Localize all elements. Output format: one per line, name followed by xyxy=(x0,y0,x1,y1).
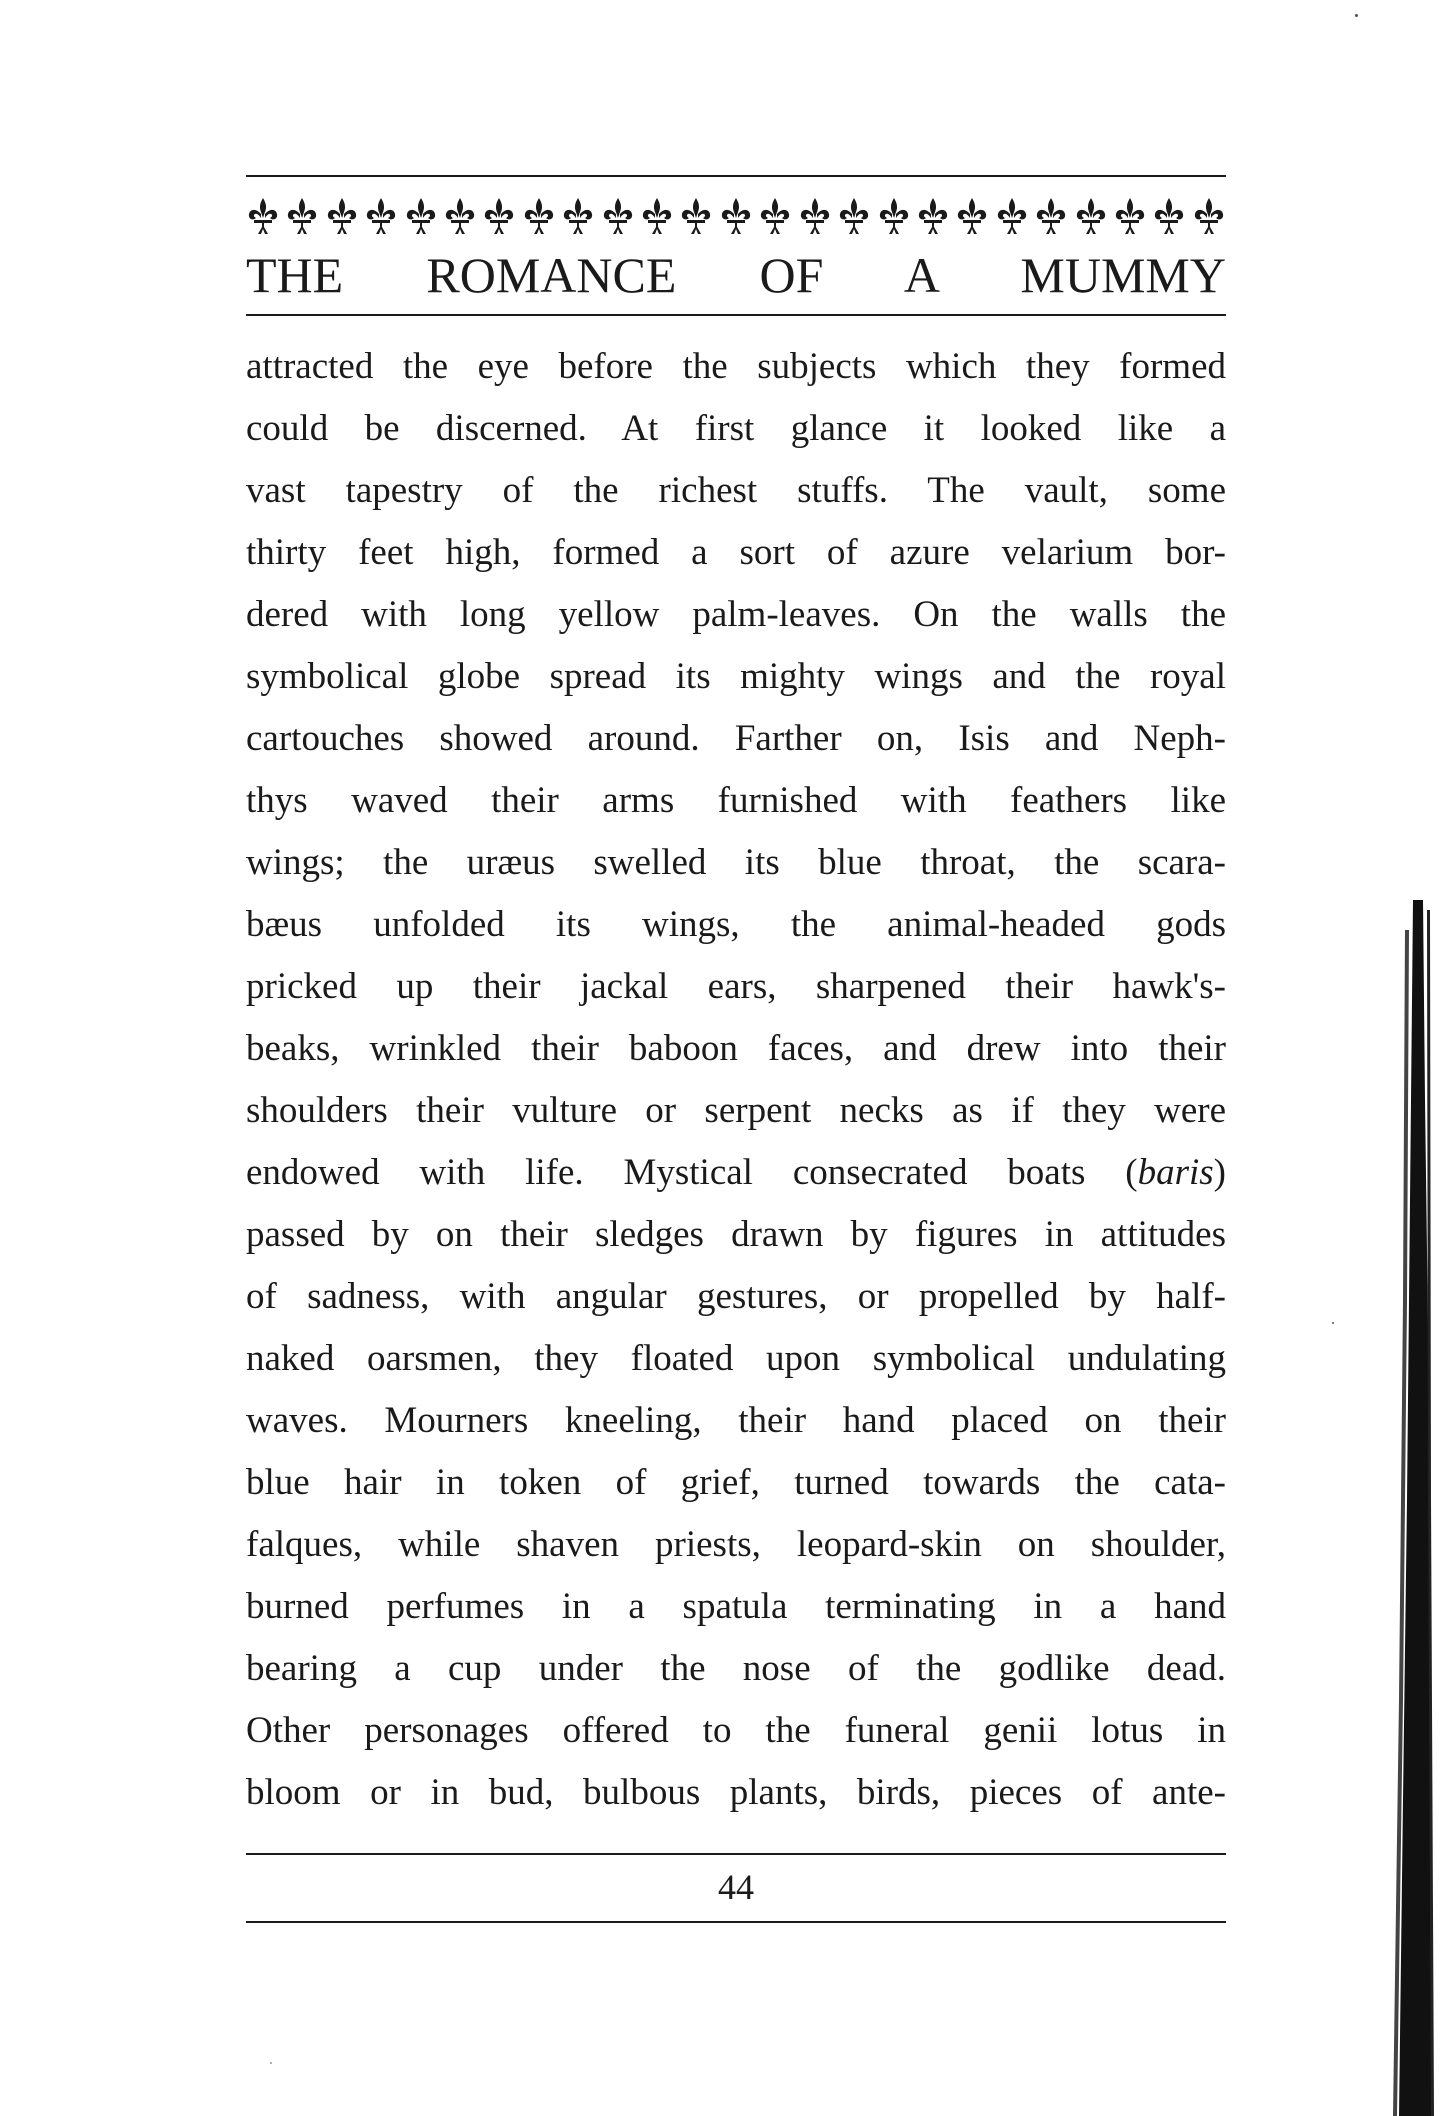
text-line: could be discerned. At first glance it looked like a xyxy=(246,408,1226,449)
fleur-de-lis-icon xyxy=(1192,196,1226,236)
fleur-de-lis-icon xyxy=(404,196,438,236)
italic-word: baris xyxy=(1137,1152,1214,1193)
fleur-de-lis-icon xyxy=(482,196,516,236)
fleur-de-lis-icon xyxy=(955,196,989,236)
page-edge-shadow xyxy=(1385,900,1435,2116)
text-line: thirty feet high, formed a sort of azure velarium bor- xyxy=(246,532,1226,573)
fleur-de-lis-ornament-band xyxy=(246,192,1226,240)
running-head: THE ROMANCE OF A MUMMY xyxy=(246,247,1226,303)
paper-speck xyxy=(270,2062,272,2064)
fleur-de-lis-icon xyxy=(561,196,595,236)
page-number: 44 xyxy=(718,1867,754,1907)
text-run: ) xyxy=(1213,1152,1226,1193)
fleur-de-lis-icon xyxy=(364,196,398,236)
text-line: Other personages offered to the funeral genii lotus in xyxy=(246,1710,1226,1751)
fleur-de-lis-icon xyxy=(522,196,556,236)
fleur-de-lis-icon xyxy=(601,196,635,236)
fleur-de-lis-icon xyxy=(285,196,319,236)
paper-speck xyxy=(1355,14,1358,17)
text-line: of sadness, with angular gestures, or propelled by half- xyxy=(246,1276,1226,1317)
text-line: shoulders their vulture or serpent necks as if they were xyxy=(246,1090,1226,1131)
text-line: vast tapestry of the richest stuffs. The vault, some xyxy=(246,470,1226,511)
text-line: wings; the uræus swelled its blue throat, the scara- xyxy=(246,842,1226,883)
text-line: pricked up their jackal ears, sharpened their hawk's- xyxy=(246,966,1226,1007)
text-line: bearing a cup under the nose of the godlike dead. xyxy=(246,1648,1226,1689)
fleur-de-lis-icon xyxy=(995,196,1029,236)
text-line: waves. Mourners kneeling, their hand placed on their xyxy=(246,1400,1226,1441)
text-line: passed by on their sledges drawn by figures in attitudes xyxy=(246,1214,1226,1255)
fleur-de-lis-icon xyxy=(443,196,477,236)
text-line: beaks, wrinkled their baboon faces, and drew into their xyxy=(246,1028,1226,1069)
fleur-de-lis-icon xyxy=(798,196,832,236)
fleur-de-lis-icon xyxy=(1113,196,1147,236)
body-text xyxy=(246,336,1226,1824)
text-line: blue hair in token of grief, turned towards the cata- xyxy=(246,1462,1226,1503)
text-line: burned perfumes in a spatula terminating in a hand xyxy=(246,1586,1226,1627)
footer-top-rule xyxy=(246,1853,1226,1855)
footer-bottom-rule xyxy=(246,1921,1226,1923)
text-line: bæus unfolded its wings, the animal-headed gods xyxy=(246,904,1226,945)
text-line: attracted the eye before the subjects which they formed xyxy=(246,346,1226,387)
text-line: cartouches showed around. Farther on, Isis and Neph- xyxy=(246,718,1226,759)
header-top-rule xyxy=(246,175,1226,177)
text-line: naked oarsmen, they floated upon symbolical undulating xyxy=(246,1338,1226,1379)
header-bottom-rule xyxy=(246,314,1226,316)
paper-speck xyxy=(1332,1322,1334,1324)
fleur-de-lis-icon xyxy=(877,196,911,236)
fleur-de-lis-icon xyxy=(679,196,713,236)
text-line: falques, while shaven priests, leopard-skin on shoulder, xyxy=(246,1524,1226,1565)
text-line xyxy=(246,1142,1226,1204)
fleur-de-lis-icon xyxy=(719,196,753,236)
text-line: thys waved their arms furnished with feathers like xyxy=(246,780,1226,821)
text-line: symbolical globe spread its mighty wings and the royal xyxy=(246,656,1226,697)
fleur-de-lis-icon xyxy=(837,196,871,236)
fleur-de-lis-icon xyxy=(916,196,950,236)
fleur-de-lis-icon xyxy=(640,196,674,236)
fleur-de-lis-icon xyxy=(1074,196,1108,236)
fleur-de-lis-icon xyxy=(1034,196,1068,236)
fleur-de-lis-icon xyxy=(1152,196,1186,236)
fleur-de-lis-icon xyxy=(758,196,792,236)
fleur-de-lis-icon xyxy=(246,196,280,236)
text-run: endowed with life. Mystical consecrated boats ( xyxy=(246,1152,1138,1193)
text-line: dered with long yellow palm-leaves. On the walls the xyxy=(246,594,1226,635)
text-line: bloom or in bud, bulbous plants, birds, pieces of ante- xyxy=(246,1772,1226,1813)
fleur-de-lis-icon xyxy=(325,196,359,236)
